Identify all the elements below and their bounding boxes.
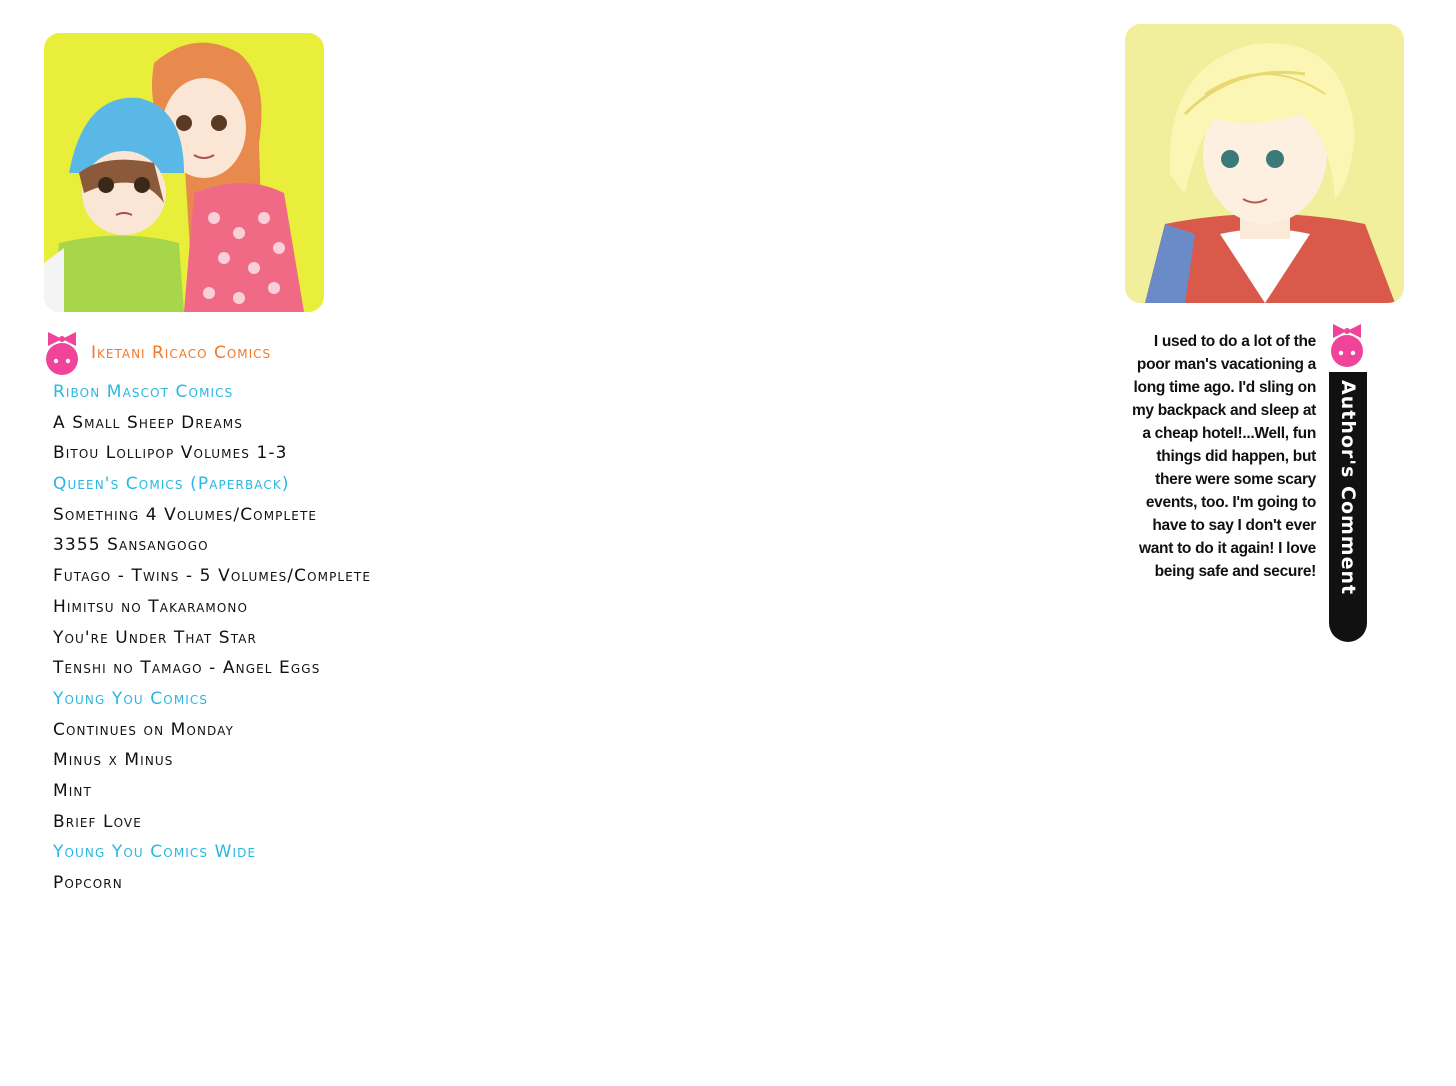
work-title: Bitou Lollipop Volumes 1-3 <box>53 443 288 464</box>
series-header: Ribon Mascot Comics <box>53 382 234 402</box>
author-portrait-illustration <box>1125 24 1404 303</box>
work-title: Continues on Monday <box>53 719 234 740</box>
brand-title: Iketani Ricaco Comics <box>91 343 272 363</box>
works-list <box>53 377 371 899</box>
series-header: Young You Comics <box>53 688 209 709</box>
work-title: Mint <box>53 780 92 801</box>
work-title: You're Under That Star <box>53 627 257 648</box>
work-title: Something 4 Volumes/Complete <box>53 504 318 525</box>
author-comment-label: Author's Comment <box>1337 380 1359 596</box>
series-header: Young You Comics Wide <box>53 842 257 863</box>
bow-girl-icon <box>42 331 82 377</box>
bow-girl-icon <box>1327 323 1367 369</box>
series-header: Queen's Comics (Paperback) <box>53 474 290 495</box>
work-title: 3355 Sansangogo <box>53 535 209 556</box>
cover-illustration-two-girls <box>44 33 324 312</box>
work-title: Futago - Twins - 5 Volumes/Complete <box>53 566 371 587</box>
work-title: Popcorn <box>53 873 123 893</box>
work-title: Himitsu no Takaramono <box>53 596 249 617</box>
work-title: Brief Love <box>53 811 142 832</box>
work-title: Tenshi no Tamago - Angel Eggs <box>53 658 321 679</box>
author-comment-text: I used to do a lot of the poor man's vacationing a long time ago. I'd sling on my backpack and sleep at a cheap hotel!...Well, fun things did happen, but there were some scary events, too. I'm going to have to say I don't ever want to do it again! I love being safe and secure! <box>1131 333 1316 580</box>
work-title: Minus x Minus <box>53 750 174 771</box>
work-title: A Small Sheep Dreams <box>53 412 243 433</box>
